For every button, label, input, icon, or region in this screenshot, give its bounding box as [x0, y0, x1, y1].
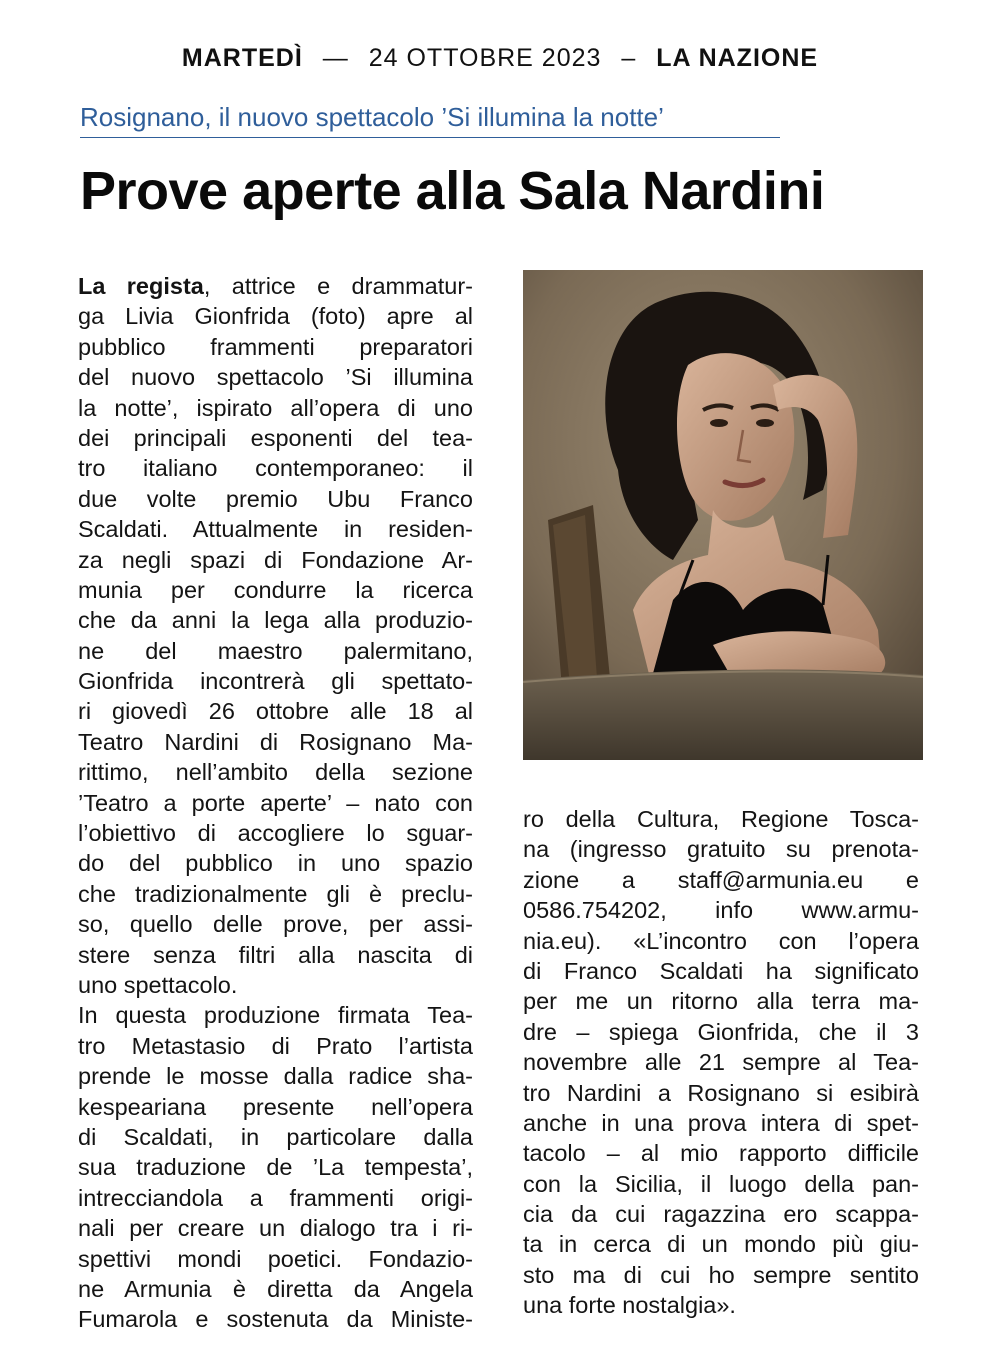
body-text-line: che tradizionalmente gli è preclu- [78, 880, 473, 907]
newspaper-name: LA NAZIONE [656, 44, 819, 72]
body-text-line: di Franco Scaldati ha significato [523, 957, 919, 984]
body-text-line: intrecciandola a frammenti origi- [78, 1184, 473, 1211]
body-text-line: La regista, attrice e drammatur- [78, 273, 473, 299]
body-text-line: una forte nostalgia». [523, 1292, 736, 1319]
body-text-line: Fumarola e sostenuta da Ministe- [78, 1306, 473, 1333]
body-text-line: l’obiettivo di accogliere lo sguar- [78, 820, 473, 847]
body-text-line: sua traduzione de ’La tempesta’, [78, 1154, 473, 1181]
body-text-line: uno spettacolo. [78, 971, 238, 998]
body-text-line: ne Armunia è diretta da Angela [78, 1275, 473, 1302]
dateline-dash: — [322, 44, 349, 72]
body-text-line: ne del maestro palermitano, [78, 637, 473, 664]
body-text-line: munia per condurre la ricerca [78, 576, 473, 603]
body-text-line: pubblico frammenti preparatori [78, 333, 473, 360]
body-text-line: ri giovedì 26 ottobre alle 18 al [78, 698, 473, 725]
body-text-line: stere senza filtri alla nascita di [78, 941, 473, 968]
body-text-line: Gionfrida incontrerà gli spettato- [78, 668, 473, 695]
body-text-line: ’Teatro a porte aperte’ – nato con [78, 789, 473, 816]
body-text-line: tacolo – al mio rapporto difficile [523, 1140, 919, 1167]
body-text-line: sto ma di cui ho sempre sentito [523, 1261, 919, 1288]
body-text-line: spettivi mondi poetici. Fondazio- [78, 1245, 473, 1272]
body-text-line: prende le mosse dalla radice sha- [78, 1063, 473, 1090]
body-text-line: na (ingresso gratuito su prenota- [523, 836, 919, 863]
article-photo [523, 270, 923, 760]
article-body-left-column [78, 271, 473, 1335]
body-text-line: rittimo, nell’ambito della sezione [78, 759, 473, 786]
dateline [0, 44, 1000, 73]
body-text-line: con la Sicilia, il luogo della pan- [523, 1170, 919, 1197]
portrait-image [523, 270, 923, 760]
lead-in: La regista [78, 273, 204, 299]
article-kicker: Rosignano, il nuovo spettacolo ’Si illumina la notte’ [80, 102, 780, 138]
body-text-line: tro Metastasio di Prato l’artista [78, 1032, 473, 1059]
body-text-line: kespeariana presente nell’opera [78, 1093, 473, 1120]
body-text-line: anche in una prova intera di spet- [523, 1109, 919, 1136]
body-text-line: zione a staff@armunia.eu e [523, 866, 919, 893]
body-text-line: la notte’, ispirato all’opera di uno [78, 394, 473, 421]
body-text-line: do del pubblico in uno spazio [78, 850, 473, 877]
body-text-line: ro della Cultura, Regione Tosca- [523, 806, 919, 832]
body-text-line: so, quello delle prove, per assi- [78, 911, 473, 938]
dateline-dash: – [621, 44, 637, 72]
body-text-line: In questa produzione firmata Tea- [78, 1002, 473, 1029]
body-text-line: cia da cui ragazzina ero scappa- [523, 1201, 919, 1228]
body-text-line: tro italiano contemporaneo: il [78, 455, 473, 482]
body-text-line: Teatro Nardini di Rosignano Ma- [78, 728, 473, 755]
body-text-line: ga Livia Gionfrida (foto) apre al [78, 303, 473, 330]
body-text-line: 0586.754202, info www.armu- [523, 897, 919, 924]
body-text-line: per me un ritorno alla terra ma- [523, 988, 919, 1015]
body-text-line: di Scaldati, in particolare dalla [78, 1123, 473, 1150]
body-text-line: nia.eu). «L’incontro con l’opera [523, 927, 919, 954]
article-headline: Prove aperte alla Sala Nardini [80, 161, 825, 221]
body-text-line: che da anni la lega alla produzio- [78, 607, 473, 634]
body-text-line: novembre alle 21 sempre al Tea- [523, 1049, 919, 1076]
body-text-line: del nuovo spettacolo ’Si illumina [78, 364, 473, 391]
body-text-line: ta in cerca di un mondo più giu- [523, 1231, 919, 1258]
body-text-line: dre – spiega Gionfrida, che il 3 [523, 1018, 919, 1045]
dateline-day: MARTEDÌ [181, 44, 303, 72]
article-body-right-column [523, 804, 919, 1321]
body-text-line: tro Nardini a Rosignano si esibirà [523, 1079, 919, 1106]
body-text-line: dei principali esponenti del tea- [78, 424, 473, 451]
body-text-line: za negli spazi di Fondazione Ar- [78, 546, 473, 573]
dateline-date: 24 OTTOBRE 2023 [368, 44, 602, 72]
body-text-line: due volte premio Ubu Franco [78, 485, 473, 512]
body-text-line: Scaldati. Attualmente in residen- [78, 516, 473, 543]
body-text-line: nali per creare un dialogo tra i ri- [78, 1215, 473, 1242]
